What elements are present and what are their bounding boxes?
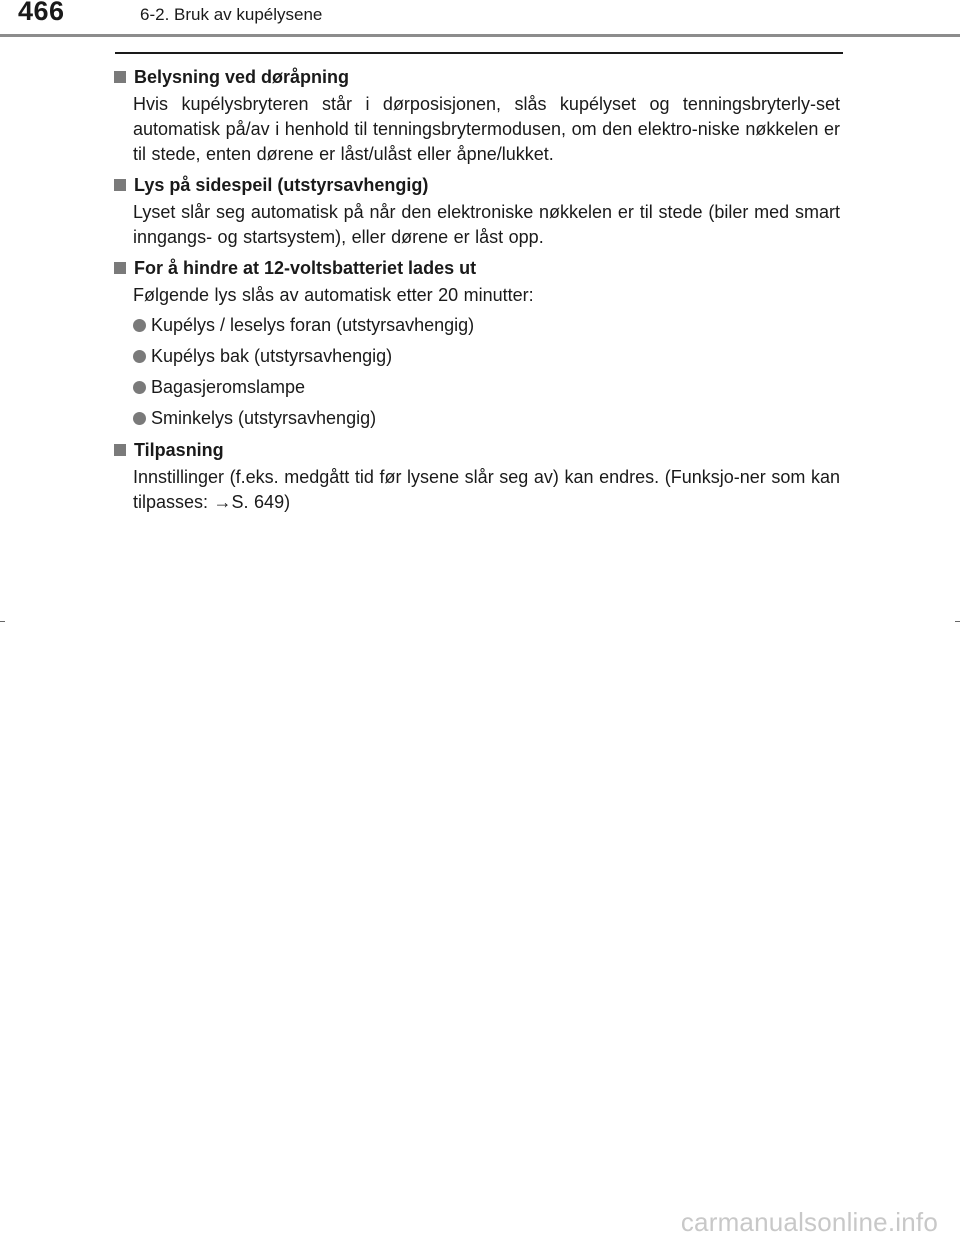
content-rule [115,52,843,54]
list-item-text: Kupélys / leselys foran (utstyrsavhengig) [151,315,475,335]
section-heading-text: For å hindre at 12-voltsbatteriet lades ut [134,258,477,278]
list-item-text: Kupélys bak (utstyrsavhengig) [151,346,393,366]
section-heading-text: Belysning ved døråpning [134,67,350,87]
list-item [133,313,840,338]
crop-mark-right [955,621,960,622]
section-paragraph: Lyset slår seg automatisk på når den elektroniske nøkkelen er til stede (biler med smart inngangs- og startsystem), eller dørene er låst opp. [133,202,840,247]
section-mirror-light [113,172,840,250]
section-heading [113,64,840,90]
square-bullet-icon [114,444,126,456]
square-bullet-icon [114,262,126,274]
header-rule [0,34,960,37]
circle-bullet-icon [133,319,146,332]
section-battery-saver [113,255,840,431]
light-list [133,313,840,431]
crop-mark-left [0,621,5,622]
section-heading [113,255,840,281]
square-bullet-icon [114,71,126,83]
circle-bullet-icon [133,381,146,394]
section-heading [113,437,840,463]
page-header [0,0,960,34]
section-title: 6-2. Bruk av kupélysene [140,5,323,24]
section-door-lighting [113,64,840,167]
list-item [133,406,840,431]
section-customization [113,437,840,515]
list-item-text: Sminkelys (utstyrsavhengig) [151,408,377,428]
section-paragraph: Innstillinger (f.eks. medgått tid før lysene slår seg av) kan endres. (Funksjo-ner som kan tilpasses: →S. 649) [133,467,840,512]
list-item [133,344,840,369]
section-heading-text: Tilpasning [134,440,224,460]
page-content [113,64,840,515]
circle-bullet-icon [133,412,146,425]
page-number: 466 [18,0,65,26]
watermark: carmanualsonline.info [680,1207,938,1237]
section-heading-text: Lys på sidespeil (utstyrsavhengig) [134,175,429,195]
list-item-text: Bagasjeromslampe [151,377,306,397]
circle-bullet-icon [133,350,146,363]
section-heading [113,172,840,198]
section-paragraph: Hvis kupélysbryteren står i dørposisjonen, slås kupélyset og tenningsbryterly-set automatisk på/av i henhold til tenningsbrytermodusen, om den elektro-niske nøkkelen er til stede, enten dørene er låst/ulåst eller åpne/lukket. [133,94,840,164]
square-bullet-icon [114,179,126,191]
section-paragraph: Følgende lys slås av automatisk etter 20 minutter: [133,285,534,305]
list-item [133,375,840,400]
